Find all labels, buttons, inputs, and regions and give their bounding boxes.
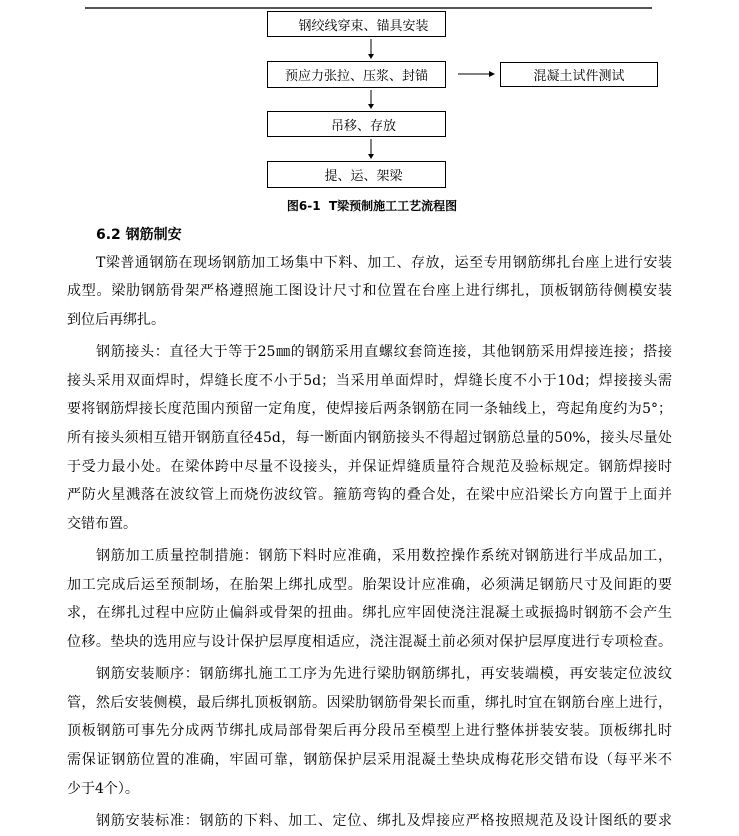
paragraph-line: 少于4个）。 xyxy=(67,780,139,797)
paragraph-line: 严防火星溅落在波纹管上而烧伤波纹管。箍筋弯钩的叠合处，在梁中应沿梁长方向置于上面并 xyxy=(67,487,672,504)
paragraph-line: 所有接头须相互错开钢筋直径45d，每一断面内钢筋接头不得超过钢筋总量的50%，接头尽量处 xyxy=(67,430,672,447)
paragraph-rebar-installation-sequence xyxy=(67,660,672,803)
paragraph-line: 顶板钢筋可事先分成两节绑扎成局部骨架后再分段吊至模型上进行整体拼装安装。顶板绑扎时 xyxy=(67,723,672,740)
flow-step-transport-erect: 提、运、架梁 xyxy=(267,161,446,188)
flow-step-lift-store: 吊移、存放 xyxy=(267,111,446,137)
paragraph-line: 钢筋接头：直径大于等于25㎜的钢筋采用直螺纹套筒连接，其他钢筋采用焊接连接；搭接 xyxy=(96,344,672,361)
paragraph-line: 钢筋安装标准：钢筋的下料、加工、定位、绑扎及焊接应严格按照规范及设计图纸的要求 xyxy=(96,812,672,829)
flow-step-tension-grout-seal: 预应力张拉、压浆、封锚 xyxy=(267,61,446,88)
flow-arrow-down-2 xyxy=(368,90,374,109)
flow-arrow-down-3 xyxy=(368,139,374,159)
paragraph-rebar-quality-control xyxy=(67,542,672,657)
paragraph-line: 交错布置。 xyxy=(67,515,137,532)
paragraph-line: 加工完成后运至预制场，在胎架上绑扎成型。胎架设计应准确，必须满足钢筋尺寸及间距的要 xyxy=(67,576,672,593)
paragraph-line: 要将钢筋焊接长度范围内预留一定角度，使焊接后两条钢筋在同一条轴线上，弯起角度约为5°； xyxy=(67,401,672,418)
figure-caption: 图6-1 T梁预制施工工艺流程图 xyxy=(286,199,458,213)
paragraph-line: 接头采用双面焊时，焊缝长度不小于5d；当采用单面焊时，焊缝长度不小于10d；焊接接头需 xyxy=(67,372,672,389)
flow-step-strand-anchor-install: 钢绞线穿束、锚具安装 xyxy=(267,11,446,37)
paragraph-line: 位移。垫块的选用应与设计保护层厚度相适应，浇注混凝土前必须对保护层厚度进行专项检查。 xyxy=(67,634,672,651)
paragraph-line: 钢筋安装顺序：钢筋绑扎施工工序为先进行梁肋钢筋绑扎，再安装端模，再安装定位波纹 xyxy=(96,666,672,683)
paragraph-line: T梁普通钢筋在现场钢筋加工场集中下料、加工、存放，运至专用钢筋绑扎台座上进行安装 xyxy=(96,254,672,271)
flow-step-concrete-specimen-test: 混凝土试件测试 xyxy=(500,62,658,87)
paragraph-rebar-installation-standard xyxy=(67,807,672,836)
paragraph-line: 求，在绑扎过程中应防止偏斜或骨架的扭曲。绑扎应牢固使浇注混凝土或振捣时钢筋不会产生 xyxy=(67,605,672,622)
paragraph-line: 于受力最小处。在梁体跨中尽量不设接头，并保证焊缝质量符合规范及验标规定。钢筋焊接时 xyxy=(67,458,672,475)
flow-arrow-right xyxy=(458,71,495,77)
section-body xyxy=(67,249,672,836)
paragraph-line: 管，然后安装侧模，最后绑扎顶板钢筋。因梁肋钢筋骨架长而重，绑扎时宜在钢筋台座上进行， xyxy=(67,694,672,711)
paragraph-rebar-overview xyxy=(67,249,672,335)
paragraph-line: 钢筋加工质量控制措施：钢筋下料时应准确，采用数控操作系统对钢筋进行半成品加工， xyxy=(96,548,672,565)
paragraph-line: 到位后再绑扎。 xyxy=(67,311,165,328)
section-heading: 6.2 钢筋制安 xyxy=(96,227,182,243)
paragraph-line: 需保证钢筋位置的准确，牢固可靠，钢筋保护层采用混凝土垫块成梅花形交错布设（每平米不 xyxy=(67,752,672,769)
paragraph-line: 成型。梁肋钢筋骨架严格遵照施工图设计尺寸和位置在台座上进行绑扎，顶板钢筋待侧模安装 xyxy=(67,283,672,300)
flow-arrow-down-1 xyxy=(368,39,374,59)
header-rule xyxy=(85,7,652,9)
paragraph-rebar-joints xyxy=(67,338,672,538)
